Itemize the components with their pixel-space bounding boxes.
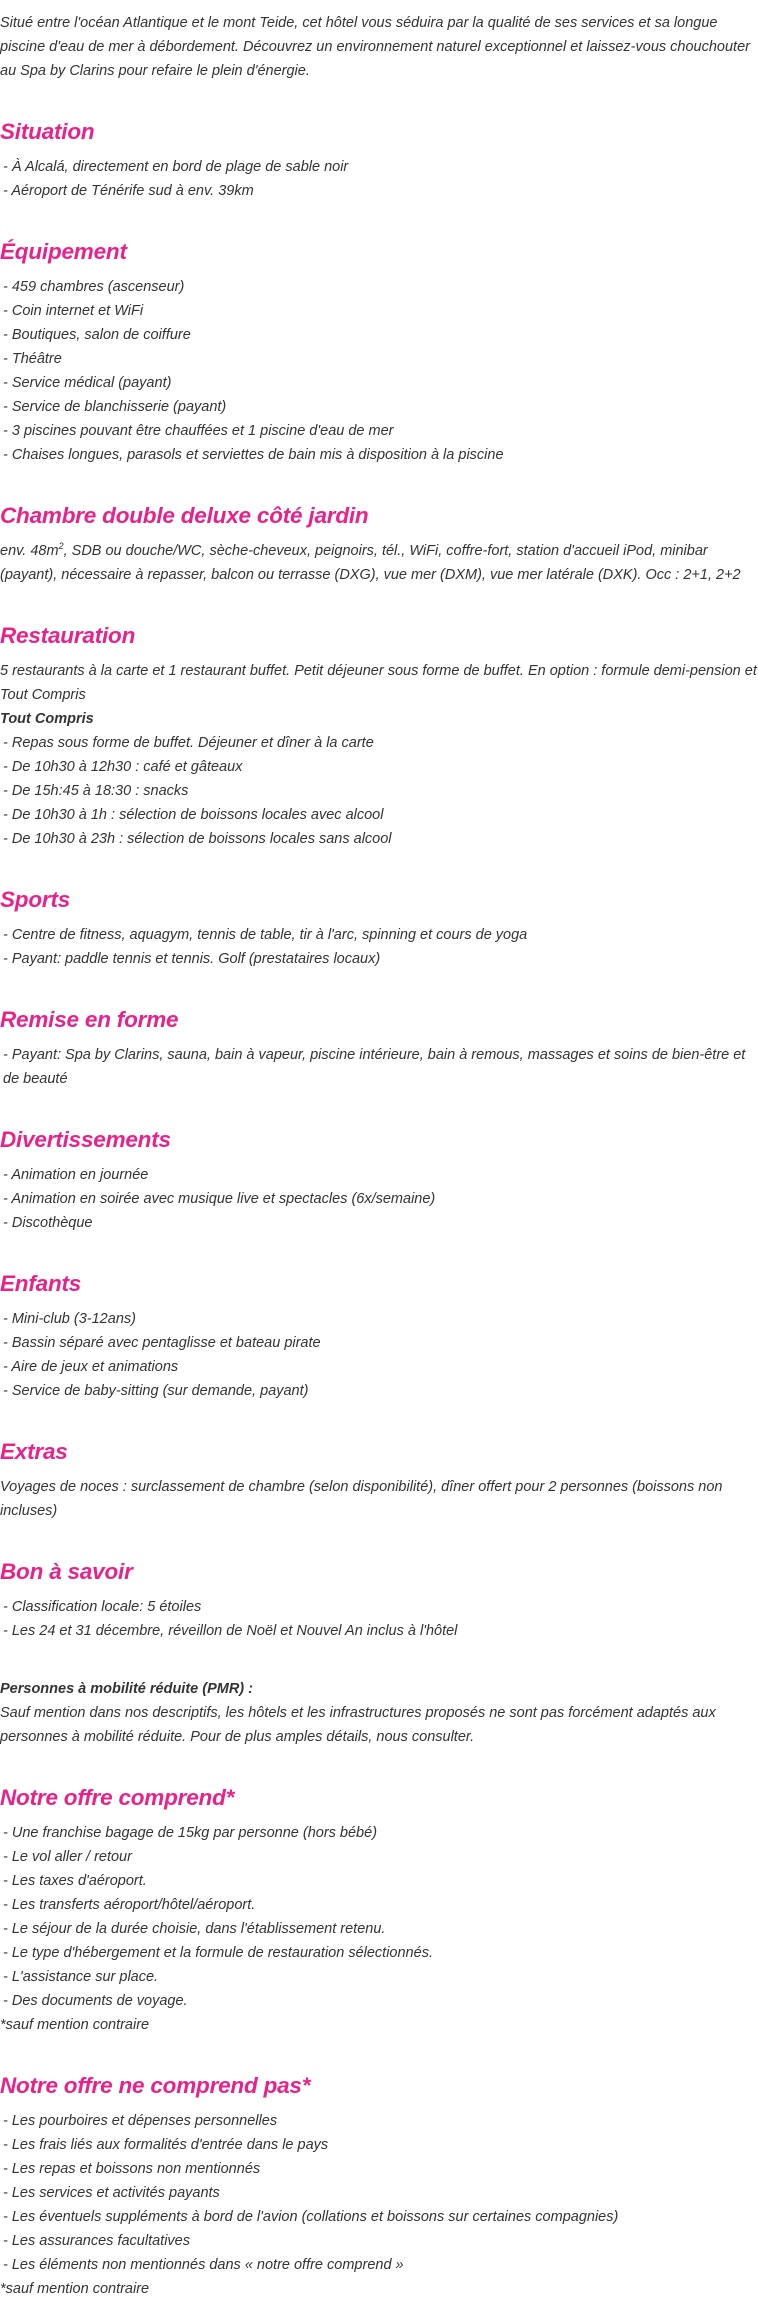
list-item: - Les assurances facultatives (3, 2233, 190, 2249)
restauration-text: 5 restaurants à la carte et 1 restaurant buffet. Petit déjeuner sous forme de buffet. En option : formule demi-pension et Tout Compris (0, 663, 757, 703)
section-equipement (0, 237, 758, 467)
ne-comprend-list (0, 2109, 758, 2277)
list-item: - Discothèque (3, 1215, 93, 1231)
section-title: Bon à savoir (0, 1559, 133, 1584)
section-divertissements (0, 1125, 758, 1235)
list-item: - De 15h:45 à 18:30 : snacks (3, 783, 189, 799)
room-area: env. 48m (0, 543, 59, 559)
equipement-list (0, 275, 758, 467)
list-item: - 459 chambres (ascenseur) (3, 279, 185, 295)
list-item: - Le séjour de la durée choisie, dans l'établissement retenu. (3, 1921, 386, 1937)
list-item: - Classification locale: 5 étoiles (3, 1599, 202, 1615)
sports-list (0, 923, 758, 971)
list-item: - Les transferts aéroport/hôtel/aéroport. (3, 1897, 256, 1913)
section-chambre (0, 501, 758, 587)
list-item: - Payant: paddle tennis et tennis. Golf (prestataires locaux) (3, 951, 381, 967)
pmr-text: Sauf mention dans nos descriptifs, les hôtels et les infrastructures proposés ne sont pas forcément adaptés aux personnes à mobilité réduite. Pour de plus amples détails, nous consulter. (0, 1705, 716, 1745)
list-item: - Une franchise bagage de 15kg par personne (hors bébé) (3, 1825, 378, 1841)
list-item: - Le type d'hébergement et la formule de restauration sélectionnés. (3, 1945, 433, 1961)
enfants-list (0, 1307, 758, 1403)
section-offre-ne-comprend-pas (0, 2071, 758, 2301)
room-description (0, 539, 758, 587)
list-item: - Payant: Spa by Clarins, sauna, bain à vapeur, piscine intérieure, bain à remous, massages et soins de bien-être et de beauté (3, 1047, 746, 1087)
section-title: Situation (0, 119, 95, 144)
list-item: - Les frais liés aux formalités d'entrée dans le pays (3, 2137, 329, 2153)
section-remise-en-forme (0, 1005, 758, 1091)
list-item: - Aéroport de Ténérife sud à env. 39km (3, 183, 254, 199)
section-offre-comprend (0, 1783, 758, 2037)
list-item: - Les éventuels suppléments à bord de l'avion (collations et boissons sur certaines compagnies) (3, 2209, 619, 2225)
section-title: Enfants (0, 1271, 82, 1296)
list-item: - Bassin séparé avec pentaglisse et bateau pirate (3, 1335, 321, 1351)
list-item: - Service médical (payant) (3, 375, 172, 391)
list-item: - Aire de jeux et animations (3, 1359, 179, 1375)
section-title: Remise en forme (0, 1007, 179, 1032)
section-title: Restauration (0, 623, 136, 648)
comprend-list (0, 1821, 758, 2013)
list-item: - Les pourboires et dépenses personnelles (3, 2113, 278, 2129)
list-item: - Coin internet et WiFi (3, 303, 144, 319)
situation-list (0, 155, 758, 203)
list-item: - Service de blanchisserie (payant) (3, 399, 227, 415)
section-title: Équipement (0, 239, 127, 264)
section-sports (0, 885, 758, 971)
list-item: - Les 24 et 31 décembre, réveillon de Noël et Nouvel An inclus à l'hôtel (3, 1623, 458, 1639)
list-item: - Théâtre (3, 351, 62, 367)
section-enfants (0, 1269, 758, 1403)
footnote: *sauf mention contraire (0, 2281, 150, 2297)
list-item: - Les services et activités payants (3, 2185, 220, 2201)
list-item: - Service de baby-sitting (sur demande, payant) (3, 1383, 309, 1399)
section-restauration (0, 621, 758, 851)
section-title: Extras (0, 1439, 68, 1464)
section-extras (0, 1437, 758, 1523)
list-item: - À Alcalá, directement en bord de plage de sable noir (3, 159, 349, 175)
list-item: - Repas sous forme de buffet. Déjeuner et dîner à la carte (3, 735, 374, 751)
room-amenities: , SDB ou douche/WC, sèche-cheveux, peignoirs, tél., WiFi, coffre-fort, station d'accueil iPod, minibar (payant), nécessaire à repasser, balcon ou terrasse (DXG), vue mer (DXM), vue mer latérale (DXK). Occ : 2+1, 2+2 (0, 543, 741, 583)
list-item: - Mini-club (3-12ans) (3, 1311, 136, 1327)
list-item: - L'assistance sur place. (3, 1969, 159, 1985)
list-item: - Animation en journée (3, 1167, 149, 1183)
section-title: Sports (0, 887, 71, 912)
list-item: - Les taxes d'aéroport. (3, 1873, 147, 1889)
restauration-list (0, 731, 758, 851)
section-title: Chambre double deluxe côté jardin (0, 503, 369, 528)
section-title: Notre offre comprend* (0, 1785, 235, 1810)
intro-text: Situé entre l'océan Atlantique et le mont Teide, cet hôtel vous séduira par la qualité de ses services et sa longue piscine d'eau de mer à débordement. Découvrez un environnement naturel exceptionnel et laissez-vous chouchouter au Spa by Clarins pour refaire le plein d'énergie. (0, 15, 750, 79)
list-item: - Des documents de voyage. (3, 1993, 188, 2009)
list-item: - De 10h30 à 12h30 : café et gâteaux (3, 759, 243, 775)
room-area-unit: 2 (58, 541, 64, 552)
remise-list (0, 1043, 758, 1091)
list-item: - Animation en soirée avec musique live et spectacles (6x/semaine) (3, 1191, 436, 1207)
pmr-title: Personnes à mobilité réduite (PMR) : (0, 1681, 253, 1697)
list-item: - De 10h30 à 1h : sélection de boissons locales avec alcool (3, 807, 384, 823)
list-item: - De 10h30 à 23h : sélection de boissons locales sans alcool (3, 831, 392, 847)
list-item: - Centre de fitness, aquagym, tennis de table, tir à l'arc, spinning et cours de yoga (3, 927, 528, 943)
section-title: Notre offre ne comprend pas* (0, 2073, 311, 2098)
section-situation (0, 117, 758, 203)
footnote: *sauf mention contraire (0, 2017, 150, 2033)
section-bon-a-savoir (0, 1557, 758, 1749)
list-item: - Boutiques, salon de coiffure (3, 327, 191, 343)
list-item: - Chaises longues, parasols et serviettes de bain mis à disposition à la piscine (3, 447, 504, 463)
list-item: - Les repas et boissons non mentionnés (3, 2161, 261, 2177)
list-item: - Les éléments non mentionnés dans « notre offre comprend » (3, 2257, 404, 2273)
extras-text: Voyages de noces : surclassement de chambre (selon disponibilité), dîner offert pour 2 personnes (boissons non incluses) (0, 1479, 723, 1519)
bon-list (0, 1595, 758, 1643)
list-item: - Le vol aller / retour (3, 1849, 132, 1865)
divertissements-list (0, 1163, 758, 1235)
section-title: Divertissements (0, 1127, 171, 1152)
list-item: - 3 piscines pouvant être chauffées et 1 piscine d'eau de mer (3, 423, 394, 439)
all-inclusive-title: Tout Compris (0, 711, 94, 727)
